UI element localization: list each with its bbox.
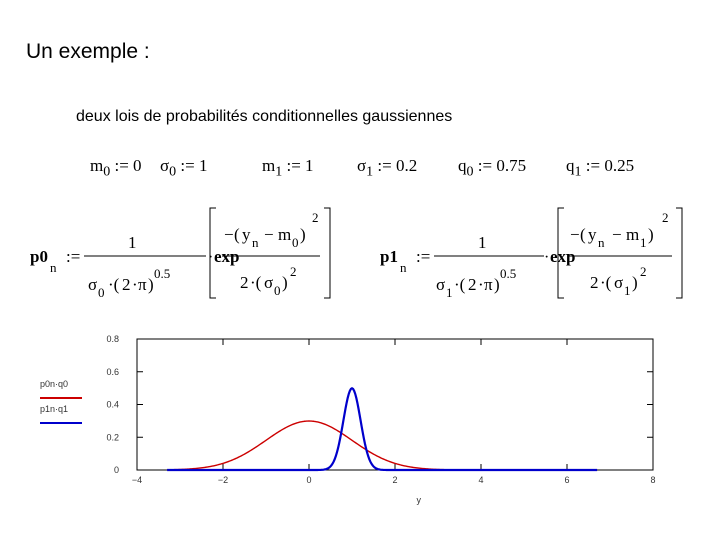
svg-text::=: := xyxy=(66,247,81,266)
svg-text:·(: ·( xyxy=(454,275,466,294)
param-sigma0: $\sigma_0$ := 1 xyxy=(160,156,208,180)
x-tick-label: 0 xyxy=(306,475,312,485)
svg-text:(: ( xyxy=(234,225,240,244)
y-tick-label: 0.2 xyxy=(106,432,119,443)
svg-text:n: n xyxy=(50,260,57,275)
svg-text:2: 2 xyxy=(590,273,599,292)
formula-p0-name: p0 xyxy=(30,247,48,266)
svg-text:·(: ·( xyxy=(108,275,120,294)
y-tick-label: 0 xyxy=(113,465,119,475)
svg-text:2: 2 xyxy=(662,210,669,225)
svg-text:n: n xyxy=(400,260,407,275)
svg-text:): ) xyxy=(300,225,306,244)
svg-text:n: n xyxy=(252,235,259,250)
svg-text:0: 0 xyxy=(292,235,299,250)
x-tick-label: 8 xyxy=(650,475,656,485)
svg-text:π: π xyxy=(484,275,493,294)
svg-text:2: 2 xyxy=(468,275,477,294)
gaussian-chart xyxy=(0,325,720,525)
svg-text:y: y xyxy=(242,225,251,244)
svg-text:0: 0 xyxy=(274,283,281,298)
svg-text:σ: σ xyxy=(88,275,98,294)
svg-text:π: π xyxy=(138,275,147,294)
svg-text:−: − xyxy=(612,225,622,244)
svg-text:2: 2 xyxy=(640,264,647,279)
y-tick-label: 0.4 xyxy=(106,399,119,410)
svg-text:0.5: 0.5 xyxy=(500,266,517,281)
y-tick-label: 0.8 xyxy=(106,334,119,344)
svg-text:exp: exp xyxy=(550,247,576,266)
plot-frame xyxy=(137,339,653,470)
svg-text:1: 1 xyxy=(624,283,631,298)
page-title: Un exemple : xyxy=(26,40,150,63)
svg-text:1: 1 xyxy=(478,233,487,252)
svg-text:·: · xyxy=(208,249,214,266)
svg-text:m: m xyxy=(278,225,292,244)
series-line-0 xyxy=(167,421,597,470)
x-tick-label: 4 xyxy=(478,475,484,485)
y-tick-label: 0.6 xyxy=(106,366,119,377)
svg-text:2: 2 xyxy=(290,264,297,279)
svg-text:2: 2 xyxy=(312,210,319,225)
param-m1: $m_1$ := 1 xyxy=(262,156,314,180)
svg-text:1: 1 xyxy=(446,285,453,300)
legend-label: p1n·q1 xyxy=(40,404,69,414)
svg-text:−: − xyxy=(264,225,274,244)
svg-text::=: := xyxy=(416,247,431,266)
x-tick-label: −4 xyxy=(131,475,143,485)
svg-text:·: · xyxy=(478,275,484,294)
svg-text:): ) xyxy=(632,273,638,292)
svg-text:): ) xyxy=(648,225,654,244)
svg-text:σ: σ xyxy=(264,273,274,292)
chart-legend xyxy=(40,379,82,423)
legend-label: p0n·q0 xyxy=(40,379,69,389)
svg-text:−: − xyxy=(224,225,234,244)
svg-text:0: 0 xyxy=(98,285,105,300)
svg-text:·: · xyxy=(544,249,550,266)
chart-series xyxy=(167,388,597,470)
y-axis-ticks xyxy=(106,334,653,475)
svg-text:): ) xyxy=(148,275,154,294)
svg-text:·: · xyxy=(132,275,138,294)
formula-p1 xyxy=(378,200,698,310)
x-tick-label: 6 xyxy=(564,475,570,485)
svg-text:2: 2 xyxy=(122,275,131,294)
x-axis-label: y xyxy=(416,495,421,505)
svg-text:·(: ·( xyxy=(250,273,262,292)
svg-text:): ) xyxy=(282,273,288,292)
formula-p0 xyxy=(28,200,358,310)
svg-text:−: − xyxy=(570,225,580,244)
svg-text:2: 2 xyxy=(240,273,249,292)
svg-text:): ) xyxy=(494,275,500,294)
svg-text:y: y xyxy=(588,225,597,244)
svg-text:0.5: 0.5 xyxy=(154,266,171,281)
x-tick-label: 2 xyxy=(392,475,398,485)
x-tick-label: −2 xyxy=(217,475,229,485)
svg-text:m: m xyxy=(626,225,640,244)
svg-text:σ: σ xyxy=(436,275,446,294)
param-m0: $m_0$ := 0 xyxy=(90,156,142,180)
param-sigma1: $\sigma_1$ := 0.2 xyxy=(357,156,418,180)
param-q0: $q_0$ := 0.75 xyxy=(458,156,527,180)
svg-text:1: 1 xyxy=(640,235,647,250)
svg-text:(: ( xyxy=(580,225,586,244)
param-q1: $q_1$ := 0.25 xyxy=(566,156,635,180)
page-subtitle: deux lois de probabilités conditionnelles gaussiennes xyxy=(76,108,453,125)
svg-text:σ: σ xyxy=(614,273,624,292)
formula-p1-name: p1 xyxy=(380,247,398,266)
svg-text:·(: ·( xyxy=(600,273,612,292)
svg-text:n: n xyxy=(598,235,605,250)
svg-text:exp: exp xyxy=(214,247,240,266)
svg-text:1: 1 xyxy=(128,233,137,252)
